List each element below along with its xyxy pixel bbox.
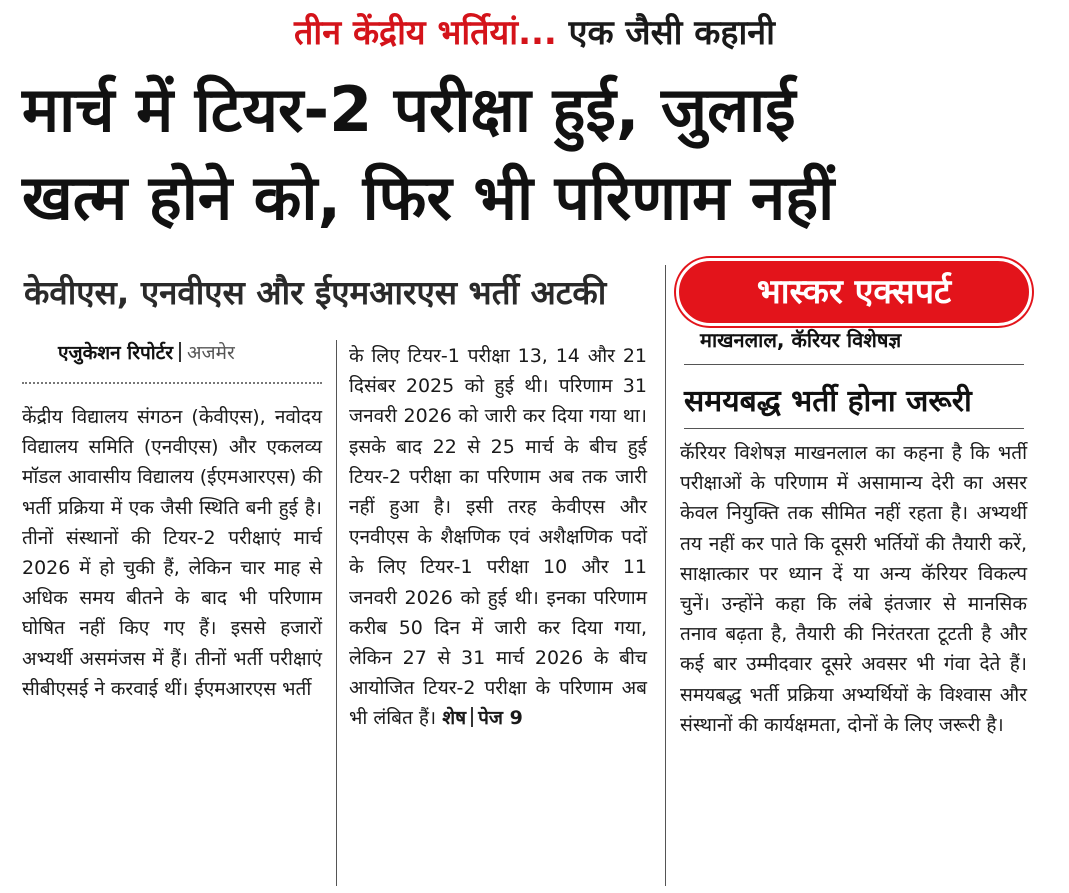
expert-column-title: समयबद्ध भर्ती होना जरूरी (684, 384, 972, 419)
continued-separator (471, 707, 473, 727)
expert-name: माखनलाल, कॅरियर विशेषज्ञ (700, 328, 902, 352)
continued-page: पेज 9 (478, 707, 523, 730)
byline (58, 339, 348, 367)
byline-reporter: एजुकेशन रिपोर्टर (58, 342, 174, 364)
expert-column-body: कॅरियर विशेषज्ञ माखनलाल का कहना है कि भर्ती परीक्षाओं के परिणाम में असामान्य देरी का असर केवल नियुक्ति तक सीमित नहीं रहता है। अभ्यर्थी तय नहीं कर पाते कि दूसरी भर्तियों की तैयारी करें, साक्षात्कार पर ध्यान दें या अन्य कॅरियर विकल्प चुनें। उन्होंने कहा कि लंबे इंतजार से मानसिक तनाव बढ़ता है, तैयारी की निरंतरता टूटती है और कई बार उम्मीदवार दूसरे अवसर भी गंवा देते हैं। समयबद्ध भर्ती प्रक्रिया अभ्यर्थियों के विश्वास और संस्थानों की कार्यक्षमता, दोनों के लिए जरूरी है। (680, 442, 1027, 736)
expert-title-underline (684, 428, 1024, 429)
headline-line-2: खत्म होने को, फिर भी परिणाम नहीं (22, 161, 835, 234)
story-column-1: केंद्रीय विद्यालय संगठन (केवीएस), नवोदय विद्यालय समिति (एनवीएस) और एकलव्य मॉडल आवासीय विद्यालय (ईएमआरएस) की भर्ती प्रक्रिया में एक जैसी स्थिति बनी हुई है। तीनों संस्थानों की टियर-2 परीक्षाएं मार्च 2026 में हो चुकी हैं, लेकिन चार माह से अधिक समय बीतने के बाद भी परिणाम घोषित नहीं किए गए हैं। इससे हजारों अभ्यर्थी असमंजस में हैं। तीनों भर्ती परीक्षाएं सीबीएसई ने करवाई थीं। ईएमआरएस भर्ती (22, 406, 322, 700)
story-column-2 (349, 341, 647, 734)
kicker-red-text: तीन केंद्रीय भर्तियां... (294, 13, 557, 53)
kicker-line (0, 8, 1069, 58)
byline-separator (179, 342, 181, 362)
kicker-black-text: एक जैसी कहानी (556, 13, 775, 53)
story-column-2-text: के लिए टियर-1 परीक्षा 13, 14 और 21 दिसंबर 2025 को हुई थी। परिणाम 31 जनवरी 2026 को जारी कर दिया गया था। इसके बाद 22 से 25 मार्च के बीच हुई टियर-2 परीक्षा का परिणाम अब तक जारी नहीं हुआ है। इसी तरह केवीएस और एनवीएस के शैक्षणिक एवं अशैक्षणिक पदों के लिए टियर-1 परीक्षा 10 और 11 जनवरी 2026 को हुई थी। इनका परिणाम करीब 50 दिन में जारी कर दिया गया, लेकिन 27 से 31 मार्च 2026 के बीच आयोजित टियर-2 परीक्षा के परिणाम अब भी लंबित हैं। (349, 345, 647, 730)
subheadline: केवीएस, एनवीएस और ईएमआरएस भर्ती अटकी (24, 273, 607, 312)
expert-badge: भास्कर एक्सपर्ट (676, 258, 1032, 326)
continued-label: शेष (442, 707, 467, 730)
headline (22, 66, 1052, 242)
continued-marker[interactable] (442, 707, 523, 729)
byline-divider (22, 382, 322, 384)
column-divider-2 (665, 265, 666, 886)
headline-line-1: मार्च में टियर-2 परीक्षा हुई, जुलाई (22, 73, 796, 146)
expert-name-underline (684, 364, 1024, 365)
column-divider-1 (336, 340, 337, 886)
byline-location: अजमेर (187, 342, 235, 364)
